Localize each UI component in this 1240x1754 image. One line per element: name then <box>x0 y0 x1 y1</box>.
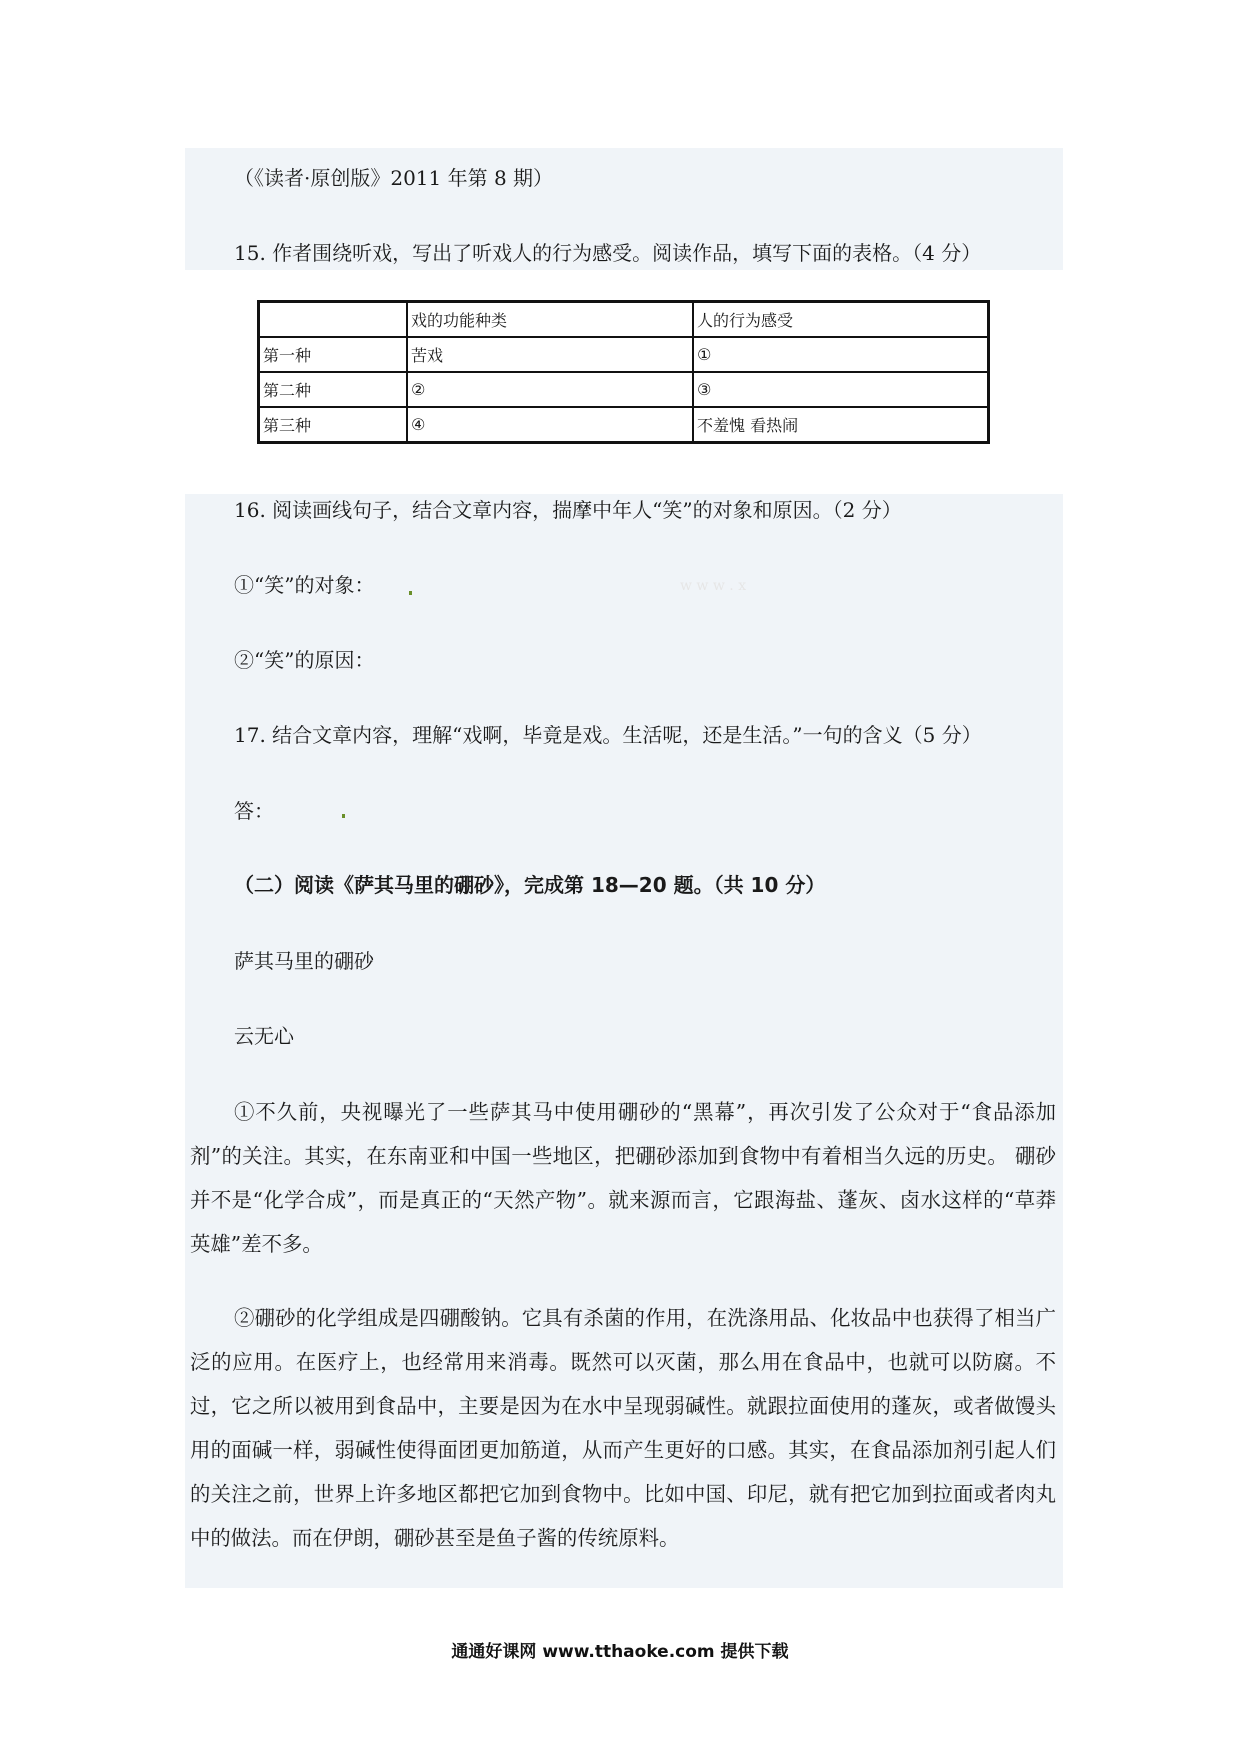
table-cell: ④ <box>407 407 693 443</box>
table-header-cell <box>259 302 408 338</box>
question-16-item-reason: ②“笑”的原因： <box>234 648 375 672</box>
table-cell: 第三种 <box>259 407 408 443</box>
question-15-prompt: 15. 作者围绕听戏，写出了听戏人的行为感受。阅读作品，填写下面的表格。（4 分） <box>234 241 982 265</box>
table-cell: ③ <box>693 372 989 407</box>
section-2-heading: （二）阅读《萨其马里的硼砂》，完成第 18—20 题。（共 10 分） <box>234 873 826 897</box>
table-row <box>259 337 989 372</box>
stray-mark <box>342 814 345 818</box>
table-cell: ② <box>407 372 693 407</box>
table-header-cell: 人的行为感受 <box>693 302 989 338</box>
table-header-cell: 戏的功能种类 <box>407 302 693 338</box>
question-17-prompt: 17. 结合文章内容，理解“戏啊，毕竟是戏。生活呢，还是生活。”一句的含义（5 分） <box>234 723 982 747</box>
source-citation: （《读者·原创版》2011 年第 8 期） <box>234 166 554 190</box>
table-cell: 第一种 <box>259 337 408 372</box>
table-row <box>259 407 989 443</box>
article-title: 萨其马里的硼砂 <box>234 949 374 973</box>
article-author: 云无心 <box>234 1024 294 1048</box>
answer-table <box>257 300 990 444</box>
table-cell: ① <box>693 337 989 372</box>
table-row <box>259 372 989 407</box>
article-paragraph-2: ②硼砂的化学组成是四硼酸钠。它具有杀菌的作用，在洗涤用品、化妆品中也获得了相当广泛的应用。在医疗上，也经常用来消毒。既然可以灭菌，那么用在食品中，也就可以防腐。不过，它之所以被用到食品中，主要是因为在水中呈现弱碱性。就跟拉面使用的蓬灰，或者做馒头用的面碱一样，弱碱性使得面团更加筋道，从而产生更好的口感。其实，在食品添加剂引起人们的关注之前，世界上许多地区都把它加到食物中。比如中国、印尼，就有把它加到拉面或者肉丸中的做法。而在伊朗，硼砂甚至是鱼子酱的传统原料。 <box>190 1306 1056 1550</box>
faint-watermark: w w w . x <box>680 578 747 594</box>
stray-mark <box>409 591 412 595</box>
article-paragraph-1: ①不久前，央视曝光了一些萨其马中使用硼砂的“黑幕”，再次引发了公众对于“食品添加剂”的关注。其实，在东南亚和中国一些地区，把硼砂添加到食物中有着相当久远的历史。 硼砂并不是“化学合成”，而是真正的“天然产物”。就来源而言，它跟海盐、蓬灰、卤水这样的“草莽英雄”差不多。 <box>190 1100 1056 1256</box>
question-16-item-object: ①“笑”的对象： <box>234 573 375 597</box>
table-cell: 不羞愧 看热闹 <box>693 407 989 443</box>
question-16-prompt: 16. 阅读画线句子，结合文章内容，揣摩中年人“笑”的对象和原因。（2 分） <box>234 498 902 522</box>
table-cell: 苦戏 <box>407 337 693 372</box>
table-cell: 第二种 <box>259 372 408 407</box>
download-footer: 通通好课网 www.tthaoke.com 提供下载 <box>451 1642 789 1662</box>
table-header-row <box>259 302 989 338</box>
question-17-answer-label: 答： <box>234 799 274 823</box>
